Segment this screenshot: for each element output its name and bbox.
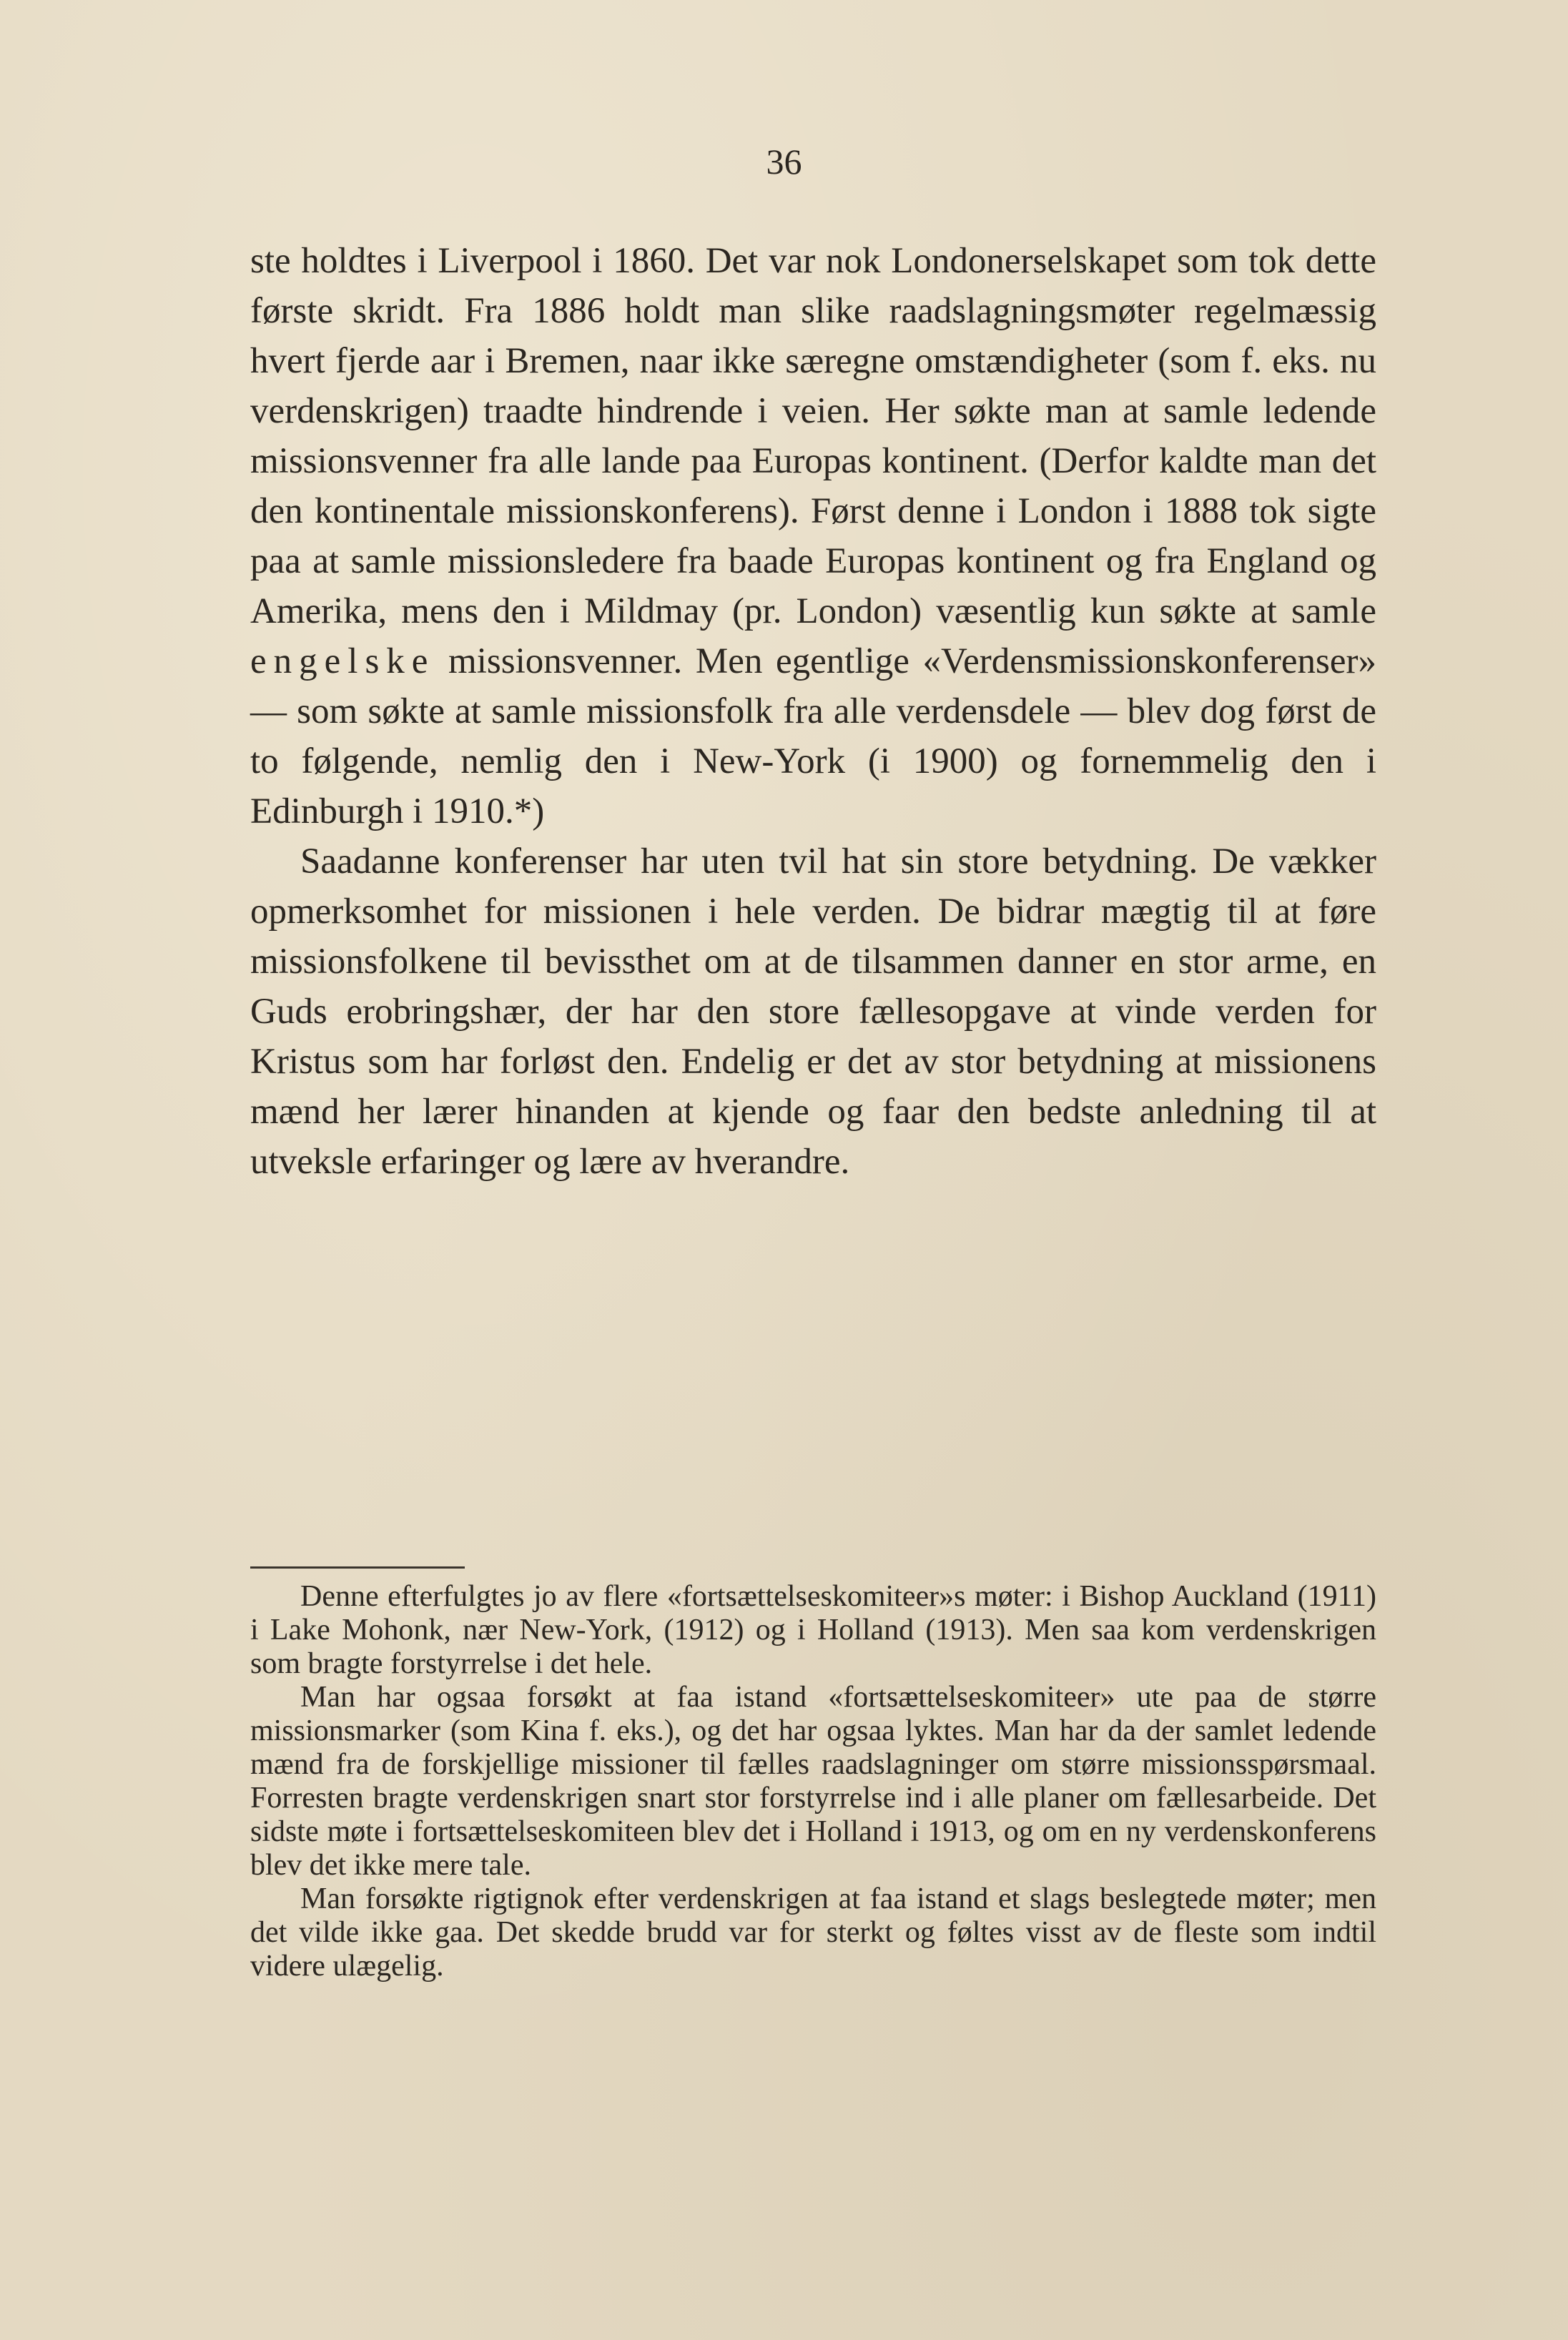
footnote-divider: [250, 1566, 465, 1569]
paragraph-1: [250, 236, 1376, 836]
paragraph-1-text-b: missionsvenner. Men egentlige «Verdensmissionskonferenser» — som søkte at samle missionsfolk fra alle verdensdele — blev dog først de to følgende, nemlig den i New-York (i 1900) og fornemmelig den i Edinburgh i 1910.*): [250, 641, 1376, 831]
footnote-paragraph-1: Denne efterfulgtes jo av flere «fortsættelseskomiteer»s møter: i Bishop Auckland (1911) i Lake Mohonk, nær New-York, (1912) og i Holland (1913). Men saa kom verdenskrigen som bragte forstyrrelse i det hele.: [250, 1580, 1376, 1680]
footnote-paragraph-2: Man har ogsaa forsøkt at faa istand «fortsættelseskomiteer» ute paa de større missionsmarker (som Kina f. eks.), og det har ogsaa lyktes. Man har da der samlet ledende mænd fra de forskjellige missioner til fælles raadslagninger om større missionsspørsmaal. Forresten bragte verdenskrigen snart stor forstyrrelse ind i alle planer om fællesarbeide. Det sidste møte i fortsættelseskomiteen blev det i Holland i 1913, og om en ny verdenskonferens blev det ikke mere tale.: [250, 1681, 1376, 1882]
main-text: [250, 236, 1376, 1187]
paragraph-1-text-a: ste holdtes i Liverpool i 1860. Det var nok Londonerselskapet som tok dette første skridt. Fra 1886 holdt man slike raadslagningsmøter regelmæssig hvert fjerde aar i Bremen, naar ikke særegne omstændigheter (som f. eks. nu verdenskrigen) traadte hindrende i veien. Her søkte man at samle ledende missionsvenner fra alle lande paa Europas kontinent. (Derfor kaldte man det den kontinentale missionskonferens). Først denne i London i 1888 tok sigte paa at samle missionsledere fra baade Europas kontinent og fra England og Amerika, mens den i Mildmay (pr. London) væsentlig kun søkte at samle: [250, 241, 1376, 631]
page-number: 36: [766, 142, 802, 182]
footnote-paragraph-3: Man forsøkte rigtignok efter verdenskrigen at faa istand et slags beslegtede møter; men det vilde ikke gaa. Det skedde brudd var for sterkt og føltes visst av de fleste som indtil videre ulægelig.: [250, 1882, 1376, 1983]
footnotes: [250, 1580, 1376, 1983]
paragraph-2: Saadanne konferenser har uten tvil hat sin store betydning. De vækker opmerksomhet for missionen i hele verden. De bidrar mægtig til at føre missionsfolkene til bevissthet om at de tilsammen danner en stor arme, en Guds erobringshær, der har den store fællesopgave at vinde verden for Kristus som har forløst den. Endelig er det av stor betydning at missionens mænd her lærer hinanden at kjende og faar den bedste anledning til at utveksle erfaringer og lære av hverandre.: [250, 841, 1376, 1182]
spaced-word: engelske: [250, 641, 435, 681]
